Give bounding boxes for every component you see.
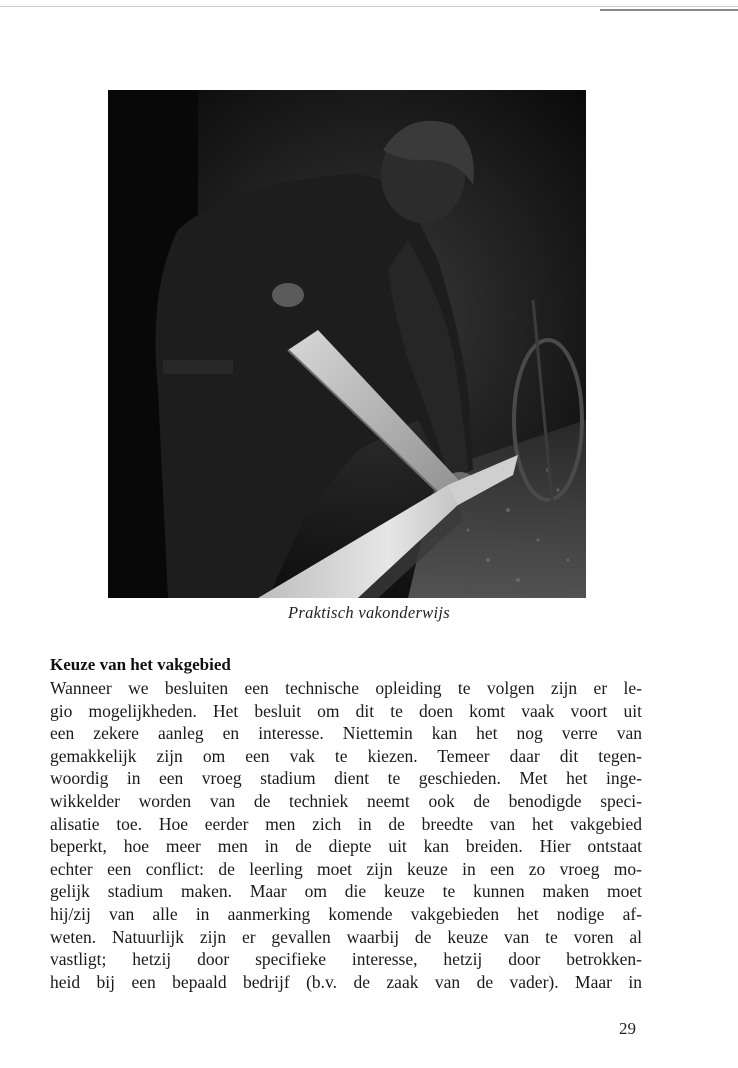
text-line: gio mogelijkheden. Het besluit om dit te doen komt vaak voort uit — [50, 700, 642, 721]
text-line: gemakkelijk zijn om een vak te kiezen. Temeer daar dit tegen- — [50, 745, 642, 766]
text-line: weten. Natuurlijk zijn er gevallen waarbij de keuze van te voren al — [50, 926, 642, 947]
text-line: heid bij een bepaald bedrijf (b.v. de zaak van de vader). Maar in — [50, 971, 642, 992]
text-line: een zekere aanleg en interesse. Niettemin kan het nog verre van — [50, 723, 642, 744]
section-heading: Keuze van het vakgebied — [50, 655, 231, 674]
figure-caption: Praktisch vakonderwijs — [288, 603, 450, 622]
photo-illustration — [108, 90, 586, 598]
page-top-rule — [0, 6, 738, 7]
text-line: echter een conflict: de leerling moet zijn keuze in een zo vroeg mo- — [50, 858, 642, 879]
body-paragraph — [50, 677, 642, 993]
figure-photo — [108, 90, 586, 598]
text-line: wikkelder worden van de techniek neemt ook de benodigde speci- — [50, 790, 642, 811]
text-line: beperkt, hoe meer men in de diepte uit kan breiden. Hier ontstaat — [50, 836, 642, 857]
page-number: 29 — [619, 1019, 636, 1038]
text-line: woordig in een vroeg stadium dient te geschieden. Met het inge- — [50, 768, 642, 789]
text-line: hij/zij van alle in aanmerking komende vakgebieden het nodige af- — [50, 903, 642, 924]
text-line: Wanneer we besluiten een technische opleiding te volgen zijn er le- — [50, 678, 642, 698]
page-top-rule-right — [600, 9, 738, 11]
text-line: vastligt; hetzij door specifieke interesse, hetzij door betrokken- — [50, 949, 642, 970]
text-line: gelijk stadium maken. Maar om die keuze te kunnen maken moet — [50, 881, 642, 902]
text-line: alisatie toe. Hoe eerder men zich in de breedte van het vakgebied — [50, 813, 642, 834]
